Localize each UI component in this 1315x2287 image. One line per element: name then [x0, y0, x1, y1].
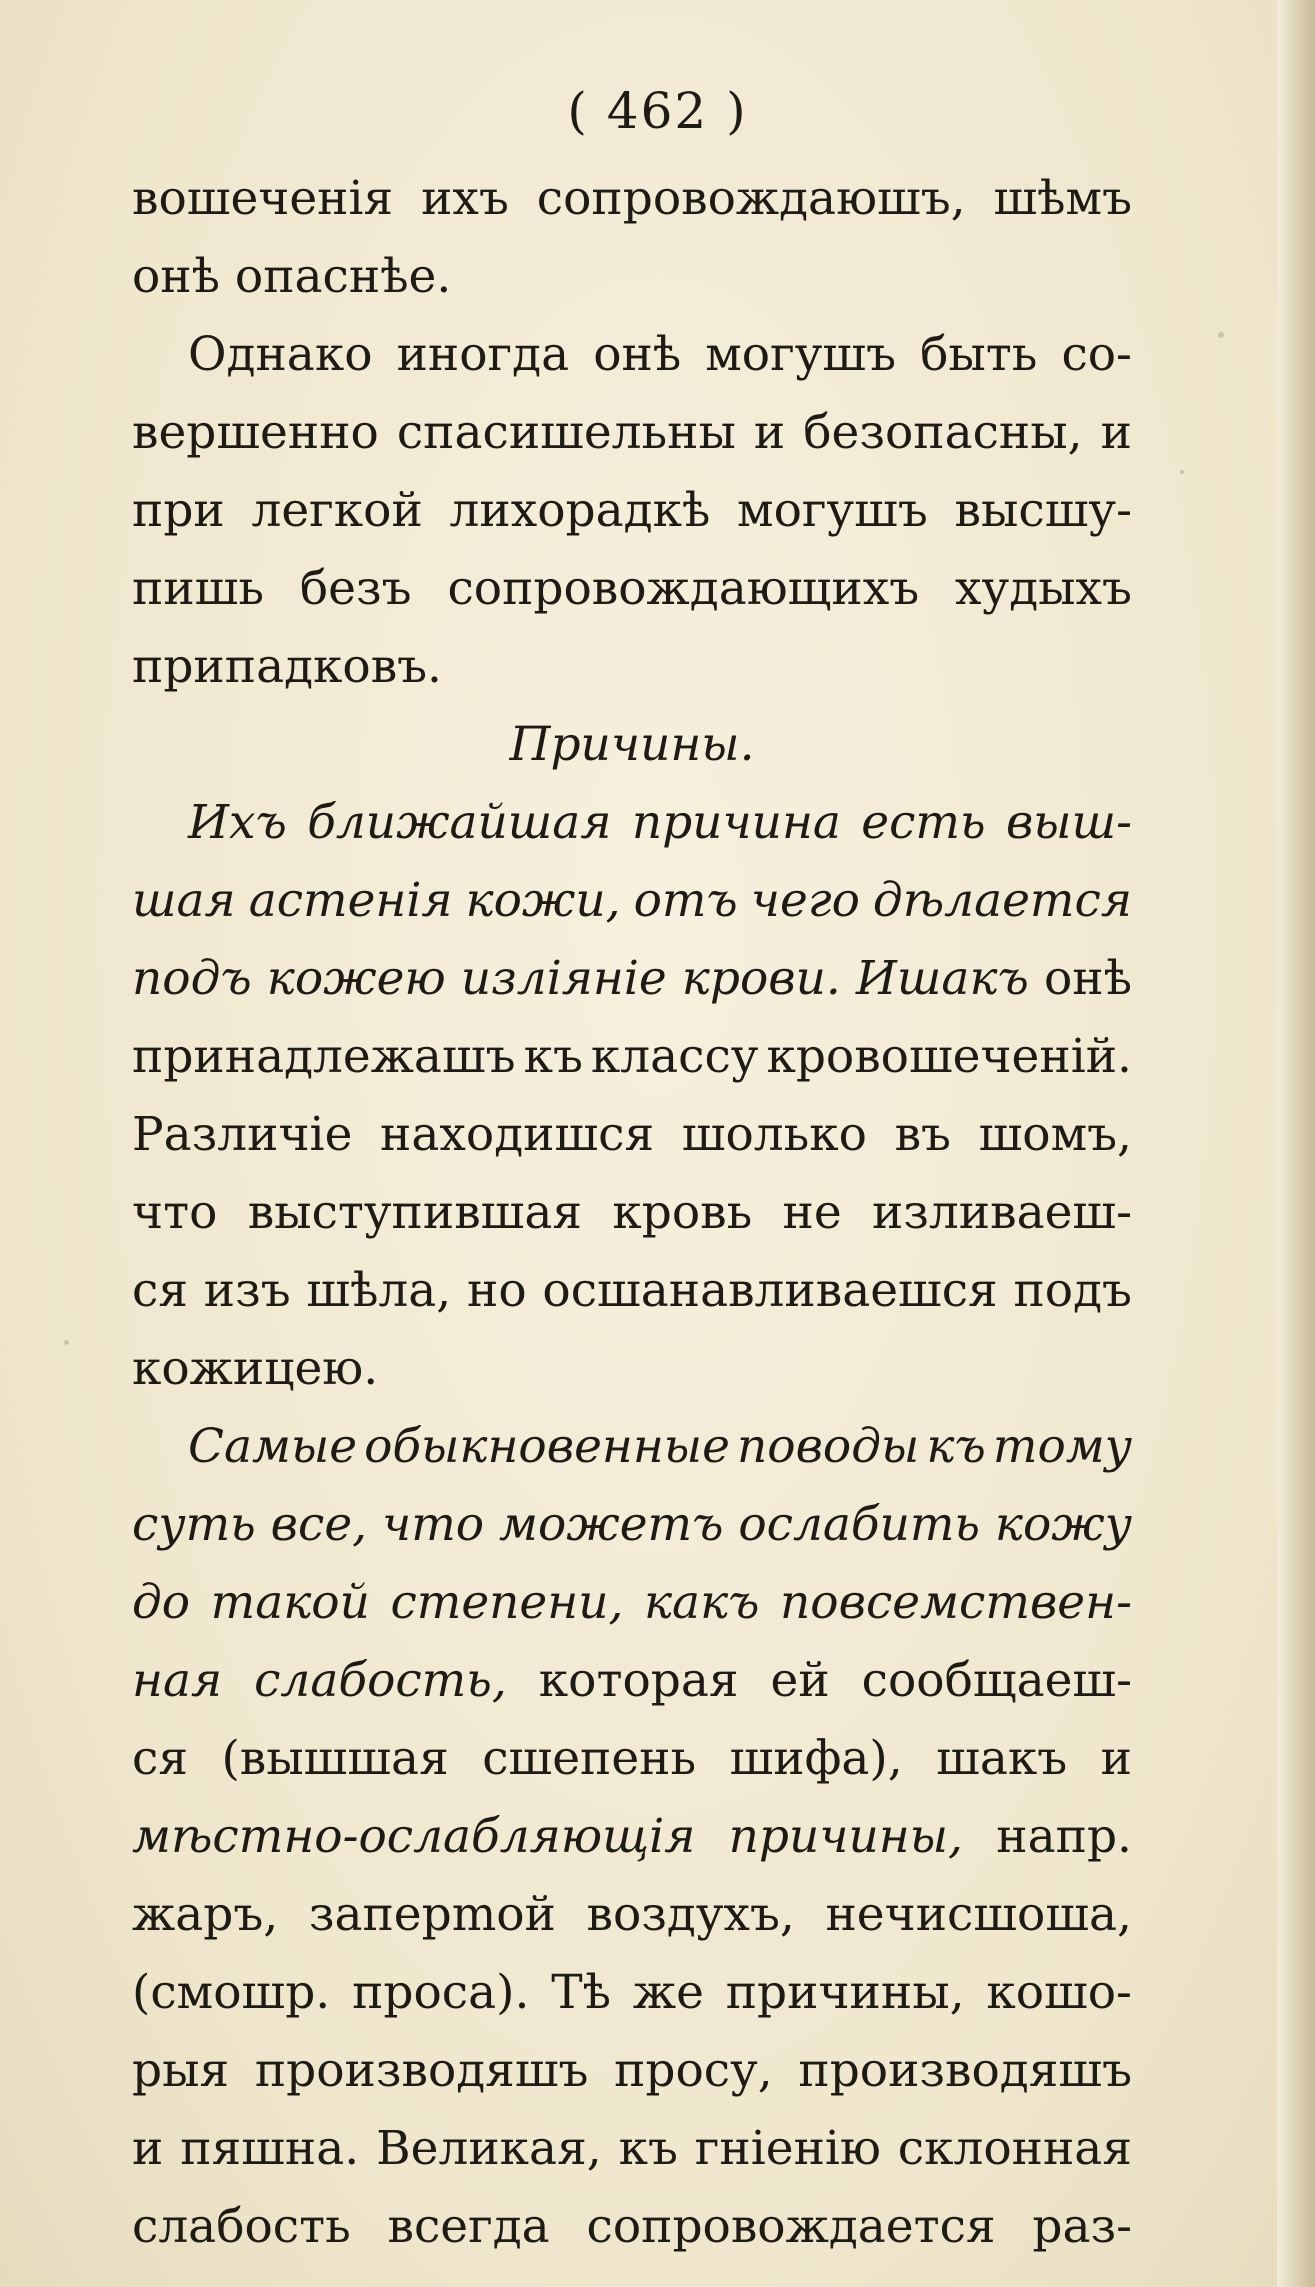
word: къ — [926, 1419, 986, 1474]
word: онѣ — [593, 327, 682, 382]
word: Великая, — [376, 2121, 602, 2176]
word: худыхъ — [955, 561, 1132, 616]
text-line — [132, 940, 1132, 1018]
word: производяшъ — [798, 2043, 1132, 2098]
word: раз- — [1032, 2199, 1132, 2254]
word: тому — [992, 1419, 1132, 1474]
word: гніенію — [694, 2121, 881, 2176]
word: сопровождаюшъ, — [536, 171, 966, 226]
word: сопровождается — [586, 2199, 996, 2254]
word: изліяніе — [460, 951, 667, 1006]
word: вошеченія — [132, 171, 394, 226]
word: могушъ — [737, 483, 928, 538]
word: подъ — [132, 951, 252, 1006]
word: кожу — [994, 1497, 1132, 1552]
text-line — [132, 2188, 1132, 2266]
word: шѣмъ — [993, 171, 1132, 226]
word: пишь — [132, 561, 264, 616]
word: со- — [1061, 327, 1132, 382]
text-line — [132, 1252, 1132, 1330]
word: проса). — [352, 1965, 530, 2020]
text-line — [132, 394, 1132, 472]
word: Различіе — [132, 1107, 353, 1162]
text-line — [132, 1798, 1132, 1876]
word: всегда — [387, 2199, 550, 2254]
word: степени, — [390, 1575, 624, 1630]
word: кожею — [266, 951, 446, 1006]
word: шолько — [681, 1107, 867, 1162]
body-text — [132, 160, 1132, 2266]
paper-speck — [1218, 332, 1224, 338]
word: астенія — [248, 873, 453, 928]
word: напр. — [996, 1809, 1132, 1864]
word: подъ — [1013, 1263, 1132, 1318]
text-line — [132, 1720, 1132, 1798]
word: сшепень — [482, 1731, 697, 1786]
text-line — [132, 1642, 1132, 1720]
word: крови. — [681, 951, 841, 1006]
text-line — [132, 1954, 1132, 2032]
text-line — [132, 160, 1132, 238]
word: выш- — [1005, 795, 1132, 850]
word: просу, — [614, 2043, 773, 2098]
word: спасишельны — [396, 405, 736, 460]
text-line — [132, 862, 1132, 940]
word: повсемствен- — [780, 1575, 1132, 1630]
word: кровь — [612, 1185, 753, 1240]
word: классу — [590, 1029, 759, 1084]
word: воздухъ, — [586, 1887, 795, 1942]
word: не — [782, 1185, 842, 1240]
word: чего — [750, 873, 860, 928]
word: ихъ — [421, 171, 509, 226]
word: нечисшоша, — [825, 1887, 1132, 1942]
text-line — [132, 2110, 1132, 2188]
text-line — [132, 2032, 1132, 2110]
word: (вышшая — [221, 1731, 449, 1786]
text-line — [132, 1876, 1132, 1954]
word: которая — [538, 1653, 739, 1708]
word: изливаеш- — [871, 1185, 1132, 1240]
page-number: ( 462 ) — [567, 82, 748, 140]
word: Однако — [188, 327, 373, 382]
word: слабость — [132, 2199, 351, 2254]
text-line: кожицею. — [132, 1341, 379, 1396]
word: шѣла, — [306, 1263, 452, 1318]
word: все, — [270, 1497, 368, 1552]
word: находишся — [380, 1107, 655, 1162]
word: что — [132, 1185, 218, 1240]
word: и — [132, 2121, 164, 2176]
word: такой — [210, 1575, 370, 1630]
word: есть — [861, 795, 986, 850]
word: причина — [631, 795, 841, 850]
text-line — [132, 1174, 1132, 1252]
word: пяшна. — [180, 2121, 360, 2176]
word: дѣлается — [872, 873, 1132, 928]
word: вершенно — [132, 405, 379, 460]
word: шакъ — [936, 1731, 1068, 1786]
word: можетъ — [499, 1497, 724, 1552]
word: принадлежашъ — [132, 1029, 516, 1084]
word: рыя — [132, 2043, 230, 2098]
word: кожи, — [465, 873, 621, 928]
word: ся — [132, 1731, 188, 1786]
word: изъ — [203, 1263, 291, 1318]
word: и — [753, 405, 786, 460]
word: кошо- — [986, 1965, 1132, 2020]
word: что — [382, 1497, 485, 1552]
text-line — [132, 1486, 1132, 1564]
word: слабость, — [254, 1653, 507, 1708]
text-line — [132, 472, 1132, 550]
word: быть — [920, 327, 1038, 382]
word: отъ — [633, 873, 738, 928]
word: жаръ, — [132, 1887, 279, 1942]
word: (смошр. — [132, 1965, 331, 2020]
word: Тѣ — [551, 1965, 611, 2020]
word: ей — [770, 1653, 830, 1708]
paper-speck — [64, 1340, 69, 1345]
word: высшу- — [954, 483, 1132, 538]
word: ближайшая — [307, 795, 612, 850]
word: Самые — [188, 1419, 358, 1474]
word: мѣстно-ослабляющія — [132, 1809, 696, 1864]
word: но — [467, 1263, 527, 1318]
word: Ихъ — [188, 795, 287, 850]
word: безъ — [299, 561, 412, 616]
word: ся — [132, 1263, 188, 1318]
paper-speck — [1180, 470, 1184, 474]
word: ослабить — [738, 1497, 981, 1552]
word: кровошеченій. — [766, 1029, 1132, 1084]
word: заперmой — [308, 1887, 556, 1942]
word: къ — [523, 1029, 583, 1084]
text-line — [132, 316, 1132, 394]
word: и — [1100, 1731, 1132, 1786]
word: безопасны, — [803, 405, 1083, 460]
word: и — [1100, 405, 1132, 460]
word: поводы — [737, 1419, 920, 1474]
text-line: припадковъ. — [132, 639, 442, 694]
word: въ — [894, 1107, 951, 1162]
word: при — [132, 483, 225, 538]
text-line: онѣ опаснѣе. — [132, 249, 452, 304]
word: къ — [618, 2121, 678, 2176]
word: легкой — [251, 483, 423, 538]
word: склонная — [897, 2121, 1132, 2176]
word: шая — [132, 873, 236, 928]
word: сопровождающихъ — [447, 561, 920, 616]
word: иногда — [396, 327, 570, 382]
word: до — [132, 1575, 191, 1630]
word: могушъ — [705, 327, 896, 382]
page-spine-shadow — [1277, 0, 1315, 2287]
text-line — [132, 1408, 1132, 1486]
word: же — [632, 1965, 704, 2020]
word: какъ — [643, 1575, 760, 1630]
word: причины, — [728, 1809, 963, 1864]
word: шомъ, — [978, 1107, 1132, 1162]
word: ная — [132, 1653, 223, 1708]
word: причины, — [725, 1965, 965, 2020]
word: выступившая — [247, 1185, 583, 1240]
word: суть — [132, 1497, 256, 1552]
text-line — [132, 1096, 1132, 1174]
word: Ишакъ — [855, 951, 1029, 1006]
text-line — [132, 1564, 1132, 1642]
text-line — [132, 784, 1132, 862]
word: сообщаеш- — [861, 1653, 1132, 1708]
section-heading: Причины. — [509, 717, 755, 772]
word: осшанавливаешся — [542, 1263, 998, 1318]
word: лихорадкѣ — [449, 483, 711, 538]
word: онѣ — [1043, 951, 1132, 1006]
word: производяшъ — [254, 2043, 589, 2098]
word: обыкновенные — [364, 1419, 730, 1474]
word: шифа), — [729, 1731, 903, 1786]
text-line — [132, 550, 1132, 628]
text-line — [132, 1018, 1132, 1096]
